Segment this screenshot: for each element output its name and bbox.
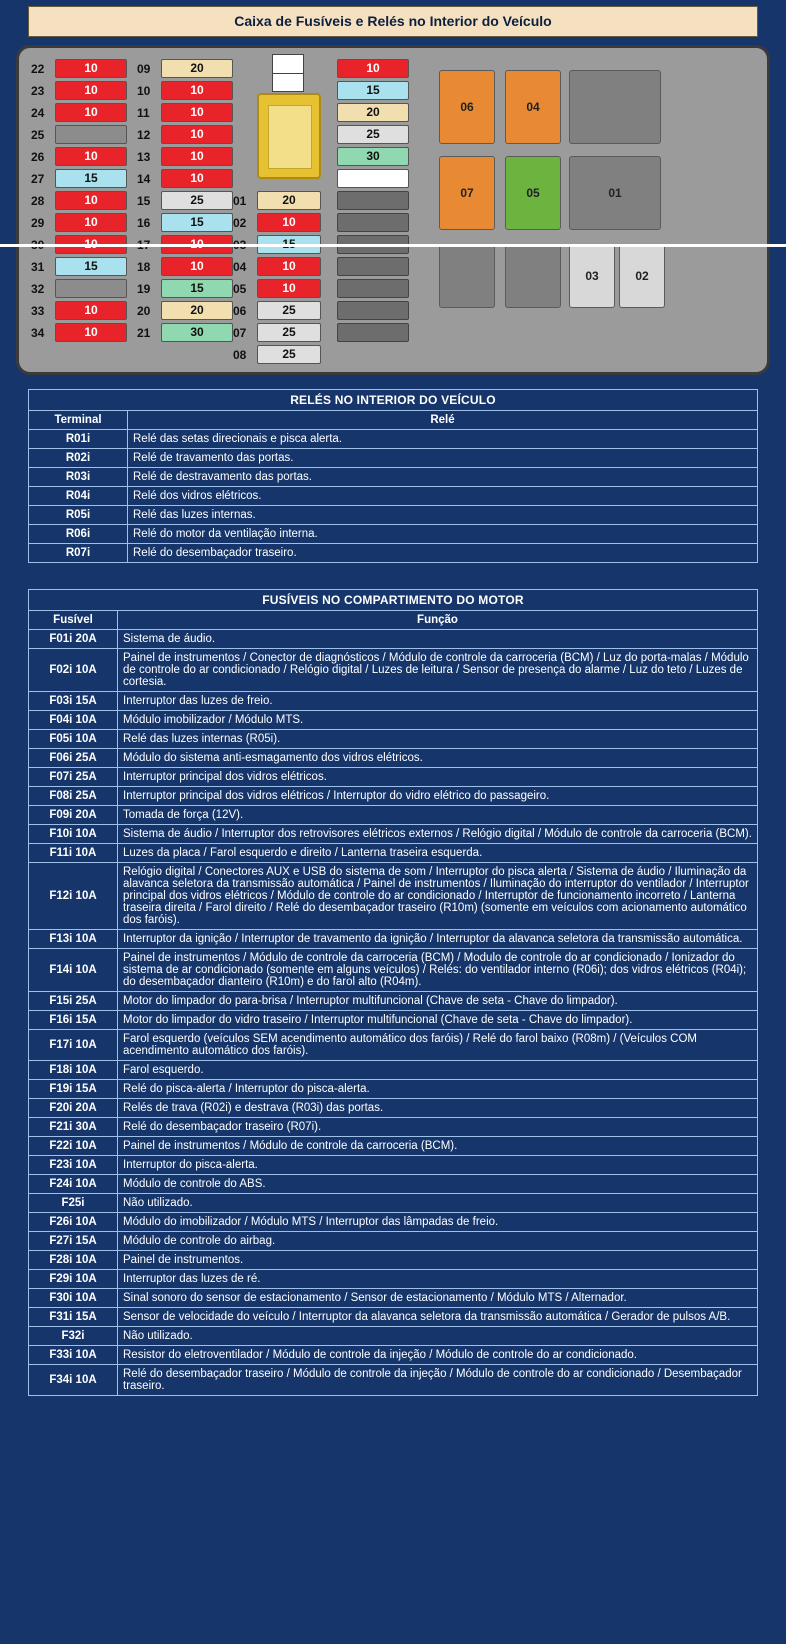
table-row [29, 1346, 758, 1365]
table-cell-key: F11i 10A [29, 844, 118, 863]
table-cell-value: Painel de instrumentos / Conector de diagnósticos / Módulo de controle da carroceria (BCM) / Luz do porta-malas / Módulo de controle do ar condicionado / Relógio digital / Luzes de leitura / Sensor de presença do alarme / Luz do teto / Luzes de cortesia. [118, 649, 758, 692]
table-cell-key: F10i 10A [29, 825, 118, 844]
table-row [29, 1156, 758, 1175]
table-cell-key: F05i 10A [29, 730, 118, 749]
fuse-slot-number: 18 [137, 259, 151, 274]
table-cell-key: F09i 20A [29, 806, 118, 825]
table-cell-value: Módulo de controle do airbag. [118, 1232, 758, 1251]
fuse-slot [337, 124, 409, 145]
table-cell-key: F15i 25A [29, 992, 118, 1011]
relay-06 [439, 70, 495, 144]
table-row [29, 1137, 758, 1156]
table-cell-key: F06i 25A [29, 749, 118, 768]
relay-01-label: 01 [608, 186, 622, 200]
fuse-slot-number: 02 [233, 215, 247, 230]
table-cell-value: Módulo imobilizador / Módulo MTS. [118, 711, 758, 730]
table-cell-key: R06i [29, 525, 128, 544]
fuse-slot-value: 10 [55, 59, 127, 78]
fuse-slot-number: 24 [31, 105, 45, 120]
table-cell-key: F24i 10A [29, 1175, 118, 1194]
table-row [29, 768, 758, 787]
fuse-slot [31, 102, 127, 123]
table-row [29, 468, 758, 487]
fuse-slot-value: 10 [55, 213, 127, 232]
table-cell-key: F01i 20A [29, 630, 118, 649]
table-cell-value: Relé de destravamento das portas. [128, 468, 758, 487]
fuse-slot-value: 10 [55, 103, 127, 122]
table-row [29, 1080, 758, 1099]
relay-06-label: 06 [460, 100, 474, 114]
fuse-slot-number: 01 [233, 193, 247, 208]
table-row [29, 506, 758, 525]
table-cell-value: Sinal sonoro do sensor de estacionamento / Sensor de estacionamento / Módulo MTS / Alternador. [118, 1289, 758, 1308]
fuse-slot [337, 80, 409, 101]
table-row [29, 711, 758, 730]
page-title: Caixa de Fusíveis e Relés no Interior do Veículo [28, 6, 758, 37]
table-cell-value: Relé do motor da ventilação interna. [128, 525, 758, 544]
fuse-slot-value: 10 [161, 147, 233, 166]
table-row [29, 1194, 758, 1213]
relay-07 [439, 156, 495, 230]
table-cell-value: Farol esquerdo. [118, 1061, 758, 1080]
fuse-slot-number: 13 [137, 149, 151, 164]
table-cell-key: F34i 10A [29, 1365, 118, 1396]
table-cell-key: R01i [29, 430, 128, 449]
fuse-slot [337, 212, 409, 233]
relay-table [28, 389, 758, 563]
fuse-slot-number: 19 [137, 281, 151, 296]
table-cell-key: F13i 10A [29, 930, 118, 949]
fuse-slot-value: 10 [161, 257, 233, 276]
table-cell-key: F25i [29, 1194, 118, 1213]
table-cell-value: Sistema de áudio. [118, 630, 758, 649]
table-cell-key: F17i 10A [29, 1030, 118, 1061]
fuse-slot [337, 278, 409, 299]
table-cell-key: F21i 30A [29, 1118, 118, 1137]
table-row [29, 949, 758, 992]
table-row [29, 930, 758, 949]
table-cell-value: Interruptor das luzes de freio. [118, 692, 758, 711]
fuse-slot-number: 21 [137, 325, 151, 340]
table-cell-key: F31i 15A [29, 1308, 118, 1327]
fuse-slot [137, 322, 233, 343]
table-row [29, 525, 758, 544]
relay-02 [619, 244, 665, 308]
fuse-slot-value: 30 [161, 323, 233, 342]
fuse-table-caption: FUSÍVEIS NO COMPARTIMENTO DO MOTOR [29, 590, 758, 611]
table-row [29, 844, 758, 863]
fuse-slot [31, 212, 127, 233]
table-cell-value: Interruptor do pisca-alerta. [118, 1156, 758, 1175]
relay-07-label: 07 [460, 186, 474, 200]
fuse-slot [31, 278, 127, 299]
fuse-slot [137, 300, 233, 321]
fuse-slot-number: 22 [31, 61, 45, 76]
table-cell-key: F18i 10A [29, 1061, 118, 1080]
fuse-slot-value: 20 [257, 191, 321, 210]
table-row [29, 649, 758, 692]
table-cell-value: Relé de travamento das portas. [128, 449, 758, 468]
fuse-slot [137, 102, 233, 123]
fuse-slot [137, 80, 233, 101]
fuse-slot-value: 10 [55, 81, 127, 100]
table-cell-key: F20i 20A [29, 1099, 118, 1118]
table-row [29, 487, 758, 506]
fuse-slot-value: 20 [161, 59, 233, 78]
table-cell-value: Motor do limpador do para-brisa / Interruptor multifuncional (Chave de seta - Chave do limpador). [118, 992, 758, 1011]
fuse-slot-number: 33 [31, 303, 45, 318]
table-cell-value: Interruptor principal dos vidros elétricos / Interruptor do vidro elétrico do passageiro. [118, 787, 758, 806]
table-row [29, 825, 758, 844]
fuse-slot-number: 23 [31, 83, 45, 98]
fuse-slot-number: 31 [31, 259, 45, 274]
table-cell-value: Relé dos vidros elétricos. [128, 487, 758, 506]
table-row [29, 787, 758, 806]
fuse-slot-value: 10 [161, 81, 233, 100]
fuse-slot-number: 07 [233, 325, 247, 340]
table-cell-key: F19i 15A [29, 1080, 118, 1099]
fuse-slot [137, 212, 233, 233]
table-row [29, 449, 758, 468]
fuse-slot-number: 29 [31, 215, 45, 230]
table-cell-key: R02i [29, 449, 128, 468]
fuse-slot-value [337, 191, 409, 210]
table-row [29, 430, 758, 449]
fuse-slot-value: 25 [257, 323, 321, 342]
fuse-slot [137, 58, 233, 79]
fuse-slot-value: 10 [55, 147, 127, 166]
table-row [29, 749, 758, 768]
fuse-slot-value: 30 [337, 147, 409, 166]
fuse-slot-number: 25 [31, 127, 45, 142]
table-row [29, 1099, 758, 1118]
fuse-slot [137, 146, 233, 167]
table-cell-key: F12i 10A [29, 863, 118, 930]
table-cell-value: Resistor do eletroventilador / Módulo de controle da injeção / Módulo de controle do ar condicionado. [118, 1346, 758, 1365]
table-cell-value: Relé das luzes internas (R05i). [118, 730, 758, 749]
fuse-slot [337, 300, 409, 321]
table-cell-key: F04i 10A [29, 711, 118, 730]
table-row [29, 1327, 758, 1346]
table-row [29, 863, 758, 930]
fuse-slot-number: 28 [31, 193, 45, 208]
table-cell-value: Painel de instrumentos / Módulo de controle da carroceria (BCM) / Modulo de controle do ar condicionado / Ionizador do sistema de ar condicionado (somente em alguns veículos) / Relés: do ventilador interno (R06i); dos vidros elétricos (R04i); do desembaçador dianteiro (R10m) e do farol alto (R04m). [118, 949, 758, 992]
table-row [29, 1308, 758, 1327]
table-row [29, 806, 758, 825]
white-connector-block [272, 54, 304, 92]
fuse-slot-value: 15 [161, 213, 233, 232]
fuse-slot-value: 15 [161, 279, 233, 298]
relay-blank-a [439, 244, 495, 308]
table-cell-key: R03i [29, 468, 128, 487]
central-relay-inner [268, 105, 312, 169]
fuse-slot [233, 344, 321, 365]
table-spacer [0, 563, 786, 575]
table-cell-value: Motor do limpador do vidro traseiro / Interruptor multifuncional (Chave de seta - Chave do limpador). [118, 1011, 758, 1030]
fuse-slot [31, 322, 127, 343]
table-cell-value: Relé do desembaçador traseiro (R07i). [118, 1118, 758, 1137]
table-cell-value: Interruptor das luzes de ré. [118, 1270, 758, 1289]
central-relay-block [257, 93, 321, 179]
fuse-slot [233, 300, 321, 321]
fuse-slot [337, 168, 409, 189]
fuse-slot [137, 190, 233, 211]
fuse-slot-number: 16 [137, 215, 151, 230]
fuse-slot-value [337, 257, 409, 276]
table-row [29, 1365, 758, 1396]
table-cell-value: Relé das luzes internas. [128, 506, 758, 525]
table-row [29, 1270, 758, 1289]
fuse-slot [233, 322, 321, 343]
table-cell-key: F02i 10A [29, 649, 118, 692]
table-cell-value: Relé das setas direcionais e pisca alerta. [128, 430, 758, 449]
fuse-slot [337, 322, 409, 343]
table-cell-key: F33i 10A [29, 1346, 118, 1365]
fuse-slot-number: 11 [137, 105, 150, 120]
relay-05 [505, 156, 561, 230]
fuse-box-diagram [16, 45, 770, 375]
table-cell-value: Interruptor da ignição / Interruptor de travamento da ignição / Interruptor da alavanca seletora da transmissão automática. [118, 930, 758, 949]
fuse-slot-value: 20 [337, 103, 409, 122]
fuse-slot [31, 80, 127, 101]
table-row [29, 1061, 758, 1080]
fuse-slot [137, 168, 233, 189]
table-cell-value: Relés de trava (R02i) e destrava (R03i) das portas. [118, 1099, 758, 1118]
fuse-slot-number: 20 [137, 303, 151, 318]
table-cell-value: Módulo do sistema anti-esmagamento dos vidros elétricos. [118, 749, 758, 768]
table-cell-value: Relé do desembaçador traseiro / Módulo de controle da injeção / Módulo de controle do ar condicionado / Desembaçador traseiro. [118, 1365, 758, 1396]
fuse-slot [31, 58, 127, 79]
fuse-slot [137, 124, 233, 145]
table-cell-value: Relé do desembaçador traseiro. [128, 544, 758, 563]
table-cell-key: F32i [29, 1327, 118, 1346]
fuse-slot-value [55, 125, 127, 144]
fuse-slot-number: 06 [233, 303, 247, 318]
fuse-slot-value: 15 [55, 169, 127, 188]
fuse-slot-value: 10 [257, 257, 321, 276]
fuse-slot-value: 25 [257, 301, 321, 320]
fuse-slot-value: 10 [257, 279, 321, 298]
table-cell-value: Painel de instrumentos / Módulo de controle da carroceria (BCM). [118, 1137, 758, 1156]
table-cell-value: Relógio digital / Conectores AUX e USB do sistema de som / Interruptor do pisca alerta / Sistema de áudio / Iluminação da alavanca seletora da transmissão automática / Painel de instrumentos / Iluminação do interruptor do ventilador / Interruptor principal dos vidros elétricos / Módulo de controle do ar condicionado / Interruptor de funcionamento incorreto / Lanterna traseira direita / Farol direito / Relé do desembaçador traseiro (R10m) (somente em veículos com acionamento automático dos faróis). [118, 863, 758, 930]
table-cell-key: F27i 15A [29, 1232, 118, 1251]
fuse-slot-value: 10 [55, 301, 127, 320]
fuse-slot-value [337, 169, 409, 188]
table-cell-value: Módulo de controle do ABS. [118, 1175, 758, 1194]
connector-divider [273, 73, 303, 74]
relay-table-body [29, 430, 758, 563]
fuse-table-header-function: Função [118, 611, 758, 630]
table-cell-key: F03i 15A [29, 692, 118, 711]
fuse-slot [31, 146, 127, 167]
table-cell-value: Não utilizado. [118, 1194, 758, 1213]
table-cell-key: R05i [29, 506, 128, 525]
table-row [29, 1175, 758, 1194]
fuse-slot-value: 10 [55, 323, 127, 342]
fuse-slot-value: 10 [55, 191, 127, 210]
fuse-slot [337, 146, 409, 167]
fuse-slot-number: 09 [137, 61, 151, 76]
fuse-slot [233, 190, 321, 211]
relay-02-label: 02 [635, 269, 649, 283]
fuse-slot-number: 14 [137, 171, 151, 186]
table-cell-key: F28i 10A [29, 1251, 118, 1270]
table-row [29, 544, 758, 563]
table-row [29, 1213, 758, 1232]
fuse-column-4 [337, 58, 409, 344]
fuse-slot [337, 190, 409, 211]
fuse-slot-value: 25 [161, 191, 233, 210]
table-cell-key: F23i 10A [29, 1156, 118, 1175]
table-cell-key: F14i 10A [29, 949, 118, 992]
fuse-slot-number: 12 [137, 127, 151, 142]
relay-03 [569, 244, 615, 308]
fuse-slot-number: 10 [137, 83, 151, 98]
fuse-slot-number: 34 [31, 325, 45, 340]
table-cell-value: Tomada de força (12V). [118, 806, 758, 825]
table-cell-key: F08i 25A [29, 787, 118, 806]
table-cell-key: F22i 10A [29, 1137, 118, 1156]
table-cell-key: F29i 10A [29, 1270, 118, 1289]
relay-01 [569, 156, 661, 230]
table-cell-value: Não utilizado. [118, 1327, 758, 1346]
fuse-slot [31, 300, 127, 321]
table-row [29, 1232, 758, 1251]
fuse-column-1 [31, 58, 127, 344]
fuse-slot-number: 04 [233, 259, 247, 274]
table-cell-value: Relé do pisca-alerta / Interruptor do pisca-alerta. [118, 1080, 758, 1099]
fuse-column-3 [233, 190, 321, 366]
fuse-slot-number: 32 [31, 281, 45, 296]
table-cell-value: Sensor de velocidade do veículo / Interruptor da alavanca seletora da transmissão automática / Gerador de pulsos A/B. [118, 1308, 758, 1327]
fuse-slot-number: 15 [137, 193, 151, 208]
table-cell-key: F26i 10A [29, 1213, 118, 1232]
fuse-column-2 [137, 58, 233, 344]
table-row [29, 692, 758, 711]
table-row [29, 992, 758, 1011]
fuse-slot-value [337, 213, 409, 232]
relay-table-header-terminal: Terminal [29, 411, 128, 430]
table-cell-key: R07i [29, 544, 128, 563]
fuse-slot [31, 124, 127, 145]
table-row [29, 1030, 758, 1061]
fuse-slot [31, 168, 127, 189]
fuse-slot-value: 20 [161, 301, 233, 320]
fuse-slot-value: 10 [161, 169, 233, 188]
callout-line [0, 244, 786, 247]
table-row [29, 1011, 758, 1030]
fuse-slot [233, 212, 321, 233]
fuse-slot [337, 256, 409, 277]
table-cell-value: Painel de instrumentos. [118, 1251, 758, 1270]
fuse-slot-number: 05 [233, 281, 247, 296]
table-cell-value: Sistema de áudio / Interruptor dos retrovisores elétricos externos / Relógio digital / Módulo de controle da carroceria (BCM). [118, 825, 758, 844]
fuse-slot [337, 102, 409, 123]
fuse-slot [137, 278, 233, 299]
fuse-table-body [29, 630, 758, 1396]
fuse-slot [137, 256, 233, 277]
table-cell-key: F16i 15A [29, 1011, 118, 1030]
fuse-slot [233, 256, 321, 277]
fuse-slot-number: 27 [31, 171, 45, 186]
page-root [0, 6, 786, 1396]
fuse-slot-value: 25 [257, 345, 321, 364]
fuse-slot [337, 58, 409, 79]
relay-blank-top [569, 70, 661, 144]
fuse-slot [31, 190, 127, 211]
fuse-slot-value: 10 [257, 213, 321, 232]
fuse-slot-value [337, 323, 409, 342]
fuse-slot-number: 26 [31, 149, 45, 164]
relay-blank-b [505, 244, 561, 308]
table-row [29, 730, 758, 749]
fuse-slot-value [337, 279, 409, 298]
fuse-slot-value: 10 [161, 125, 233, 144]
table-cell-key: F30i 10A [29, 1289, 118, 1308]
fuse-slot-value [55, 279, 127, 298]
table-row [29, 1289, 758, 1308]
table-cell-value: Luzes da placa / Farol esquerdo e direito / Lanterna traseira esquerda. [118, 844, 758, 863]
relay-03-label: 03 [585, 269, 599, 283]
table-cell-value: Módulo do imobilizador / Módulo MTS / Interruptor das lâmpadas de freio. [118, 1213, 758, 1232]
relay-table-header-relay: Relé [128, 411, 758, 430]
fuse-slot-value: 15 [337, 81, 409, 100]
fuse-slot-number: 08 [233, 347, 247, 362]
fuse-table [28, 589, 758, 1396]
fuse-table-header-fuse: Fusível [29, 611, 118, 630]
table-row [29, 1118, 758, 1137]
relay-table-caption: RELÉS NO INTERIOR DO VEÍCULO [29, 390, 758, 411]
table-cell-value: Farol esquerdo (veículos SEM acendimento automático dos faróis) / Relé do farol baixo (R08m) / (Veículos COM acendimento automático dos faróis). [118, 1030, 758, 1061]
fuse-slot-value: 15 [55, 257, 127, 276]
fuse-slot-value: 25 [337, 125, 409, 144]
fuse-slot-value [337, 301, 409, 320]
table-row [29, 630, 758, 649]
table-cell-key: R04i [29, 487, 128, 506]
table-cell-key: F07i 25A [29, 768, 118, 787]
table-row [29, 1251, 758, 1270]
fuse-slot [31, 256, 127, 277]
fuse-slot-value: 10 [161, 103, 233, 122]
relay-04-label: 04 [526, 100, 540, 114]
fuse-slot-value: 10 [337, 59, 409, 78]
relay-04 [505, 70, 561, 144]
fuse-slot [233, 278, 321, 299]
relay-05-label: 05 [526, 186, 540, 200]
table-cell-value: Interruptor principal dos vidros elétricos. [118, 768, 758, 787]
